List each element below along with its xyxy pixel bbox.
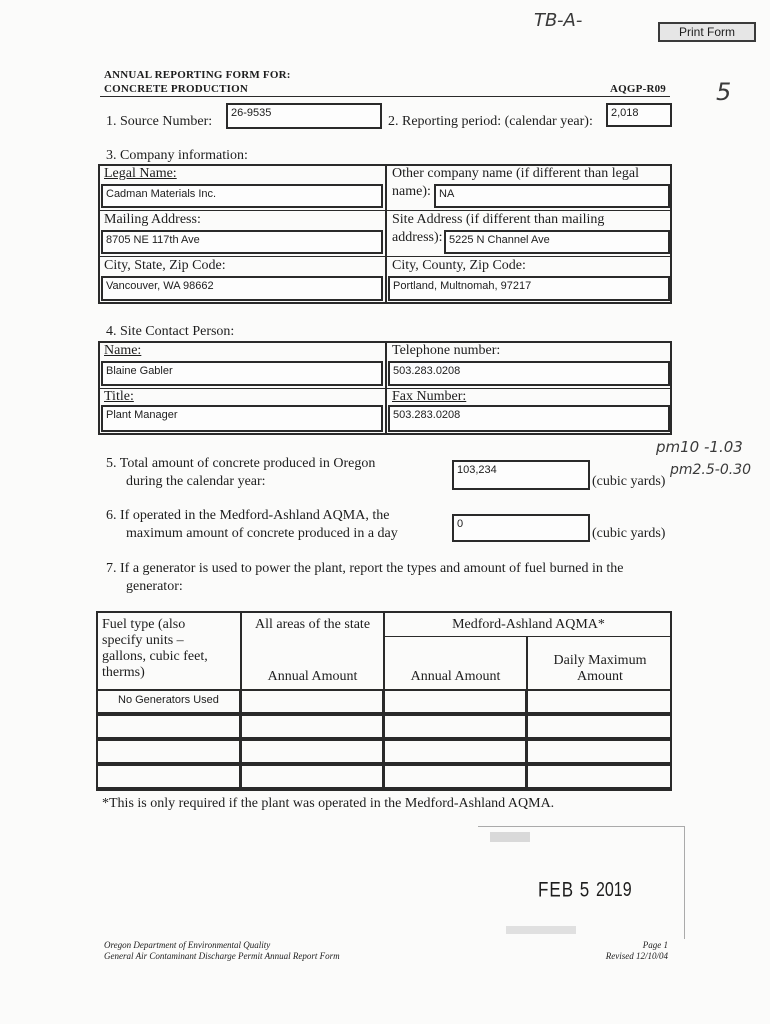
company-table-row-line: [98, 256, 672, 257]
all-areas-header: All areas of the state: [254, 617, 371, 632]
medford-daily-max-cell[interactable]: [526, 739, 672, 764]
max-daily-concrete-field[interactable]: 0: [452, 514, 590, 542]
total-concrete-field[interactable]: 103,234: [452, 460, 590, 490]
handwritten-top-note: TB-A-: [534, 10, 583, 31]
medford-daily-max-cell[interactable]: [526, 714, 672, 739]
company-table-row-line: [98, 210, 672, 211]
all-areas-annual-cell[interactable]: [240, 739, 384, 764]
medford-annual-cell[interactable]: [383, 689, 527, 714]
all-areas-annual-header: Annual Amount: [267, 669, 358, 684]
fuel-type-cell[interactable]: [96, 714, 241, 739]
contact-title-field[interactable]: Plant Manager: [101, 405, 383, 432]
fax-label: Fax Number:: [392, 389, 467, 404]
source-number-label: 1. Source Number:: [106, 114, 213, 129]
generator-question-line2: generator:: [126, 579, 183, 594]
max-daily-concrete-unit: (cubic yards): [592, 526, 666, 541]
site-address-label-line2: address):: [392, 230, 443, 245]
fuel-type-header-line: gallons, cubic feet,: [102, 649, 208, 664]
fax-field[interactable]: 503.283.0208: [388, 405, 670, 432]
total-concrete-label-line2: during the calendar year:: [126, 474, 266, 489]
handwritten-pm10-note: pm10 -1.03: [656, 438, 743, 456]
medford-annual-cell[interactable]: [383, 764, 527, 789]
company-table-divider: [385, 164, 387, 304]
aqma-footnote: *This is only required if the plant was operated in the Medford-Ashland AQMA.: [102, 796, 555, 811]
medford-annual-header: Annual Amount: [410, 669, 501, 684]
footer-form-name: General Air Contaminant Discharge Permit Annual Report Form: [104, 951, 340, 961]
form-title-line1: ANNUAL REPORTING FORM FOR:: [104, 69, 291, 81]
print-form-button[interactable]: Print Form: [658, 22, 756, 42]
city-county-zip-label: City, County, Zip Code:: [392, 258, 526, 273]
contact-table-row-line: [98, 388, 672, 389]
reporting-period-label: 2. Reporting period: (calendar year):: [388, 114, 593, 129]
legal-name-label: Legal Name:: [104, 166, 177, 181]
footer-revision: Revised 12/10/04: [605, 951, 668, 961]
medford-annual-cell[interactable]: [383, 714, 527, 739]
total-concrete-label-line1: 5. Total amount of concrete produced in Oregon: [106, 456, 376, 471]
fuel-type-header: [102, 617, 208, 681]
mailing-address-label: Mailing Address:: [104, 212, 201, 227]
reporting-year-field[interactable]: 2,018: [606, 103, 672, 127]
max-daily-concrete-label-line1: 6. If operated in the Medford-Ashland AQMA, the: [106, 508, 390, 523]
stamp-faded-text: [506, 926, 576, 934]
fuel-type-cell[interactable]: [96, 764, 241, 789]
contact-name-label: Name:: [104, 343, 142, 358]
city-county-zip-field[interactable]: Portland, Multnomah, 97217: [388, 276, 670, 301]
handwritten-pm25-note: pm2.5-0.30: [670, 462, 752, 478]
stamp-date-year: 2019: [596, 879, 632, 901]
fuel-table-subhead-line: [383, 636, 672, 637]
medford-daily-max-cell[interactable]: [526, 689, 672, 714]
daily-max-header-line: Amount: [577, 669, 623, 684]
form-title-line2: CONCRETE PRODUCTION: [104, 83, 249, 95]
fuel-type-header-line: specify units –: [102, 633, 184, 648]
site-contact-label: 4. Site Contact Person:: [106, 324, 235, 339]
other-name-field[interactable]: NA: [434, 184, 670, 208]
all-areas-annual-cell[interactable]: [240, 689, 384, 714]
contact-title-label: Title:: [104, 389, 134, 404]
other-name-label-line2: name):: [392, 184, 431, 199]
medford-daily-max-header: [528, 653, 672, 685]
fuel-type-header-line: therms): [102, 665, 145, 680]
medford-aqma-header: Medford-Ashland AQMA*: [452, 617, 605, 632]
fuel-type-cell[interactable]: No Generators Used: [96, 689, 241, 714]
generator-question-line1: 7. If a generator is used to power the plant, report the types and amount of fuel burned in the: [106, 561, 624, 576]
form-code: AQGP-R09: [610, 83, 666, 95]
other-name-label-line1: Other company name (if different than legal: [392, 166, 639, 181]
city-state-zip-label: City, State, Zip Code:: [104, 258, 226, 273]
legal-name-field[interactable]: Cadman Materials Inc.: [101, 184, 383, 208]
source-number-field[interactable]: 26-9535: [226, 103, 382, 129]
contact-name-field[interactable]: Blaine Gabler: [101, 361, 383, 386]
footer-agency: Oregon Department of Environmental Quality: [104, 940, 271, 950]
all-areas-annual-cell[interactable]: [240, 714, 384, 739]
stamp-date-month: FEB 5: [538, 877, 591, 902]
mailing-address-field[interactable]: 8705 NE 117th Ave: [101, 230, 383, 254]
max-daily-concrete-label-line2: maximum amount of concrete produced in a day: [126, 526, 398, 541]
daily-max-header-line: Daily Maximum: [553, 653, 647, 668]
company-info-label: 3. Company information:: [106, 148, 248, 163]
fuel-type-header-line: Fuel type (also: [102, 617, 186, 632]
header-rule: [100, 96, 670, 97]
medford-annual-cell[interactable]: [383, 739, 527, 764]
total-concrete-unit: (cubic yards): [592, 474, 666, 489]
city-state-zip-field[interactable]: Vancouver, WA 98662: [101, 276, 383, 301]
fuel-type-cell[interactable]: [96, 739, 241, 764]
handwritten-page-mark: 5: [716, 78, 732, 106]
telephone-field[interactable]: 503.283.0208: [388, 361, 670, 386]
stamp-faded-text: [490, 832, 530, 842]
all-areas-annual-cell[interactable]: [240, 764, 384, 789]
site-address-field[interactable]: 5225 N Channel Ave: [444, 230, 670, 254]
telephone-label: Telephone number:: [392, 343, 501, 358]
footer-page-number: Page 1: [642, 940, 668, 950]
medford-daily-max-cell[interactable]: [526, 764, 672, 789]
site-address-label-line1: Site Address (if different than mailing: [392, 212, 605, 227]
